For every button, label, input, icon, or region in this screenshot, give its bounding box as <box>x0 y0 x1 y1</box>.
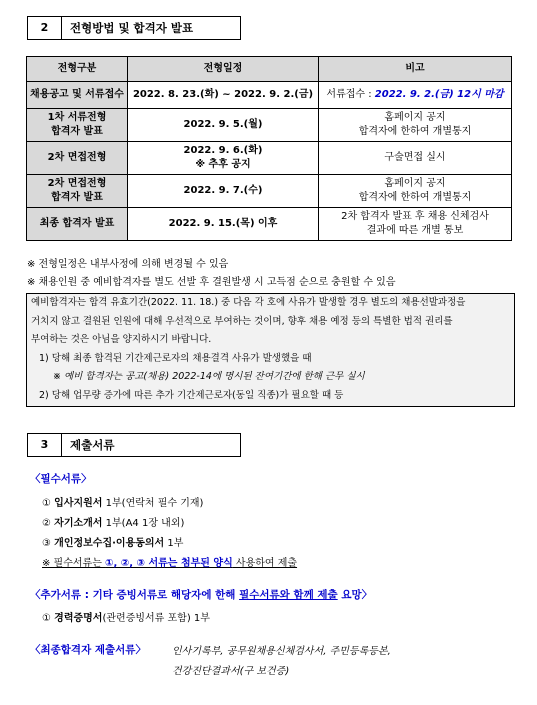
schedule-note: ※ 전형일정은 내부사정에 의해 변경될 수 있음 <box>27 259 229 270</box>
section-header-3 <box>27 433 241 457</box>
column-header: 전형일정 <box>128 57 319 82</box>
box-line: 부여하는 것은 아님을 양지하시기 바랍니다. <box>31 334 212 345</box>
header-text: 요망〉 <box>337 589 373 601</box>
table-cell: 구술면접 실시 <box>319 142 512 175</box>
section-header-2 <box>27 16 241 40</box>
table-cell: 2022. 8. 23.(화) ~ 2022. 9. 2.(금) <box>128 82 319 109</box>
cell-line: 합격자에 한하여 개별통지 <box>358 192 472 203</box>
note-text: 사용하여 제출 <box>232 558 298 569</box>
item-number: ① <box>42 613 51 624</box>
table-cell <box>319 109 512 142</box>
table-cell <box>319 208 512 241</box>
table-cell <box>128 142 319 175</box>
table-row <box>27 109 512 142</box>
table-cell: 2022. 9. 5.(월) <box>128 109 319 142</box>
section-number: 3 <box>27 433 62 457</box>
note-text: ※ 필수서류는 <box>42 558 106 569</box>
header-text: 〈추가서류 : 기타 증빙서류로 해당자에 한해 <box>30 589 240 601</box>
final-docs-line: 건강진단결과서(구 보건증) <box>172 666 290 677</box>
required-docs-note <box>42 554 297 569</box>
box-item: 1) 당해 최종 합격된 기간제근로자의 채용결격 사유가 발생했을 때 <box>39 352 312 364</box>
table-cell <box>319 175 512 208</box>
item-detail: (관련증빙서류 포함) 1부 <box>102 613 210 624</box>
cell-line: 홈페이지 공지 <box>384 112 446 123</box>
table-cell: 최종 합격자 발표 <box>27 208 128 241</box>
cell-line: 합격자에 한하여 개별통지 <box>358 126 472 137</box>
remark-text: 서류접수 : <box>326 89 375 100</box>
item-detail: 1부(연락처 필수 기재) <box>102 498 204 509</box>
item-number: ③ <box>42 538 51 549</box>
cell-line: 결과에 따른 개별 통보 <box>366 225 464 236</box>
table-row <box>27 142 512 175</box>
item-detail: 1부 <box>164 538 184 549</box>
box-line: 예비합격자는 합격 유효기간(2022. 11. 18.) 중 다음 각 호에 사유가 발생할 경우 별도의 채용선발과정을 <box>31 297 466 308</box>
final-docs-line: 인사기록부, 공무원채용신체검사서, 주민등록등본, <box>172 646 391 657</box>
header-highlight: 필수서류와 함께 제출 <box>239 589 338 601</box>
cell-line: 2차 면접전형 <box>47 178 107 189</box>
column-header: 비고 <box>319 57 512 82</box>
table-cell <box>27 109 128 142</box>
box-item-note: ※ 예비 합격자는 공고(채용) 2022-14에 명시된 잔여기간에 한해 근무 실시 <box>53 371 365 382</box>
schedule-table <box>26 56 512 241</box>
table-cell <box>319 82 512 109</box>
list-item <box>42 514 184 529</box>
cell-line: 2022. 9. 6.(화) <box>183 145 263 156</box>
table-cell: 2022. 9. 15.(목) 이후 <box>128 208 319 241</box>
cell-line: 합격자 발표 <box>51 192 103 203</box>
table-header-row <box>27 57 512 82</box>
column-header: 전형구분 <box>27 57 128 82</box>
table-row <box>27 208 512 241</box>
table-cell: 2022. 9. 7.(수) <box>128 175 319 208</box>
reserve-info-box <box>26 293 515 407</box>
deadline-text: 2022. 9. 2.(금) 12시 마감 <box>374 89 504 100</box>
table-cell: 2차 면접전형 <box>27 142 128 175</box>
item-name: 입사지원서 <box>54 498 103 509</box>
table-cell <box>27 175 128 208</box>
additional-docs-header <box>30 587 372 602</box>
cell-line: 2차 합격자 발표 후 채용 신체검사 <box>341 211 489 222</box>
cell-line: ※ 추후 공지 <box>195 159 251 170</box>
list-item <box>42 494 203 509</box>
cell-line: 홈페이지 공지 <box>384 178 446 189</box>
item-number: ① <box>42 498 51 509</box>
section-title: 제출서류 <box>62 433 241 457</box>
table-row <box>27 175 512 208</box>
item-name: 자기소개서 <box>54 518 103 529</box>
item-detail: 1부(A4 1장 내외) <box>102 518 185 529</box>
section-title: 전형방법 및 합격자 발표 <box>62 16 241 40</box>
required-docs-header: 〈필수서류〉 <box>30 473 92 485</box>
cell-line: 합격자 발표 <box>51 126 103 137</box>
box-line: 거치지 않고 결원된 인원에 대해 우선적으로 부여하는 것이며, 향후 채용 예정 등의 특별한 법적 권리를 <box>31 315 453 327</box>
table-cell: 채용공고 및 서류접수 <box>27 82 128 109</box>
section-number: 2 <box>27 16 62 40</box>
box-item: 2) 당해 업무량 증가에 따른 추가 기간제근로자(동일 직종)가 필요할 때 등 <box>39 389 344 401</box>
item-name: 개인정보수집·이용동의서 <box>54 538 165 549</box>
item-name: 경력증명서 <box>54 613 103 624</box>
list-item <box>42 534 183 549</box>
list-item <box>42 609 210 624</box>
cell-line: 1차 서류전형 <box>47 112 107 123</box>
reserve-note: ※ 채용인원 중 예비합격자를 별도 선발 후 결원발생 시 고득점 순으로 충원할 수 있음 <box>27 277 396 288</box>
item-number: ② <box>42 518 51 529</box>
final-docs-header: 〈최종합격자 제출서류〉 <box>30 644 146 656</box>
table-row <box>27 82 512 109</box>
note-highlight: ①, ②, ③ 서류는 첨부된 양식 <box>105 558 233 569</box>
